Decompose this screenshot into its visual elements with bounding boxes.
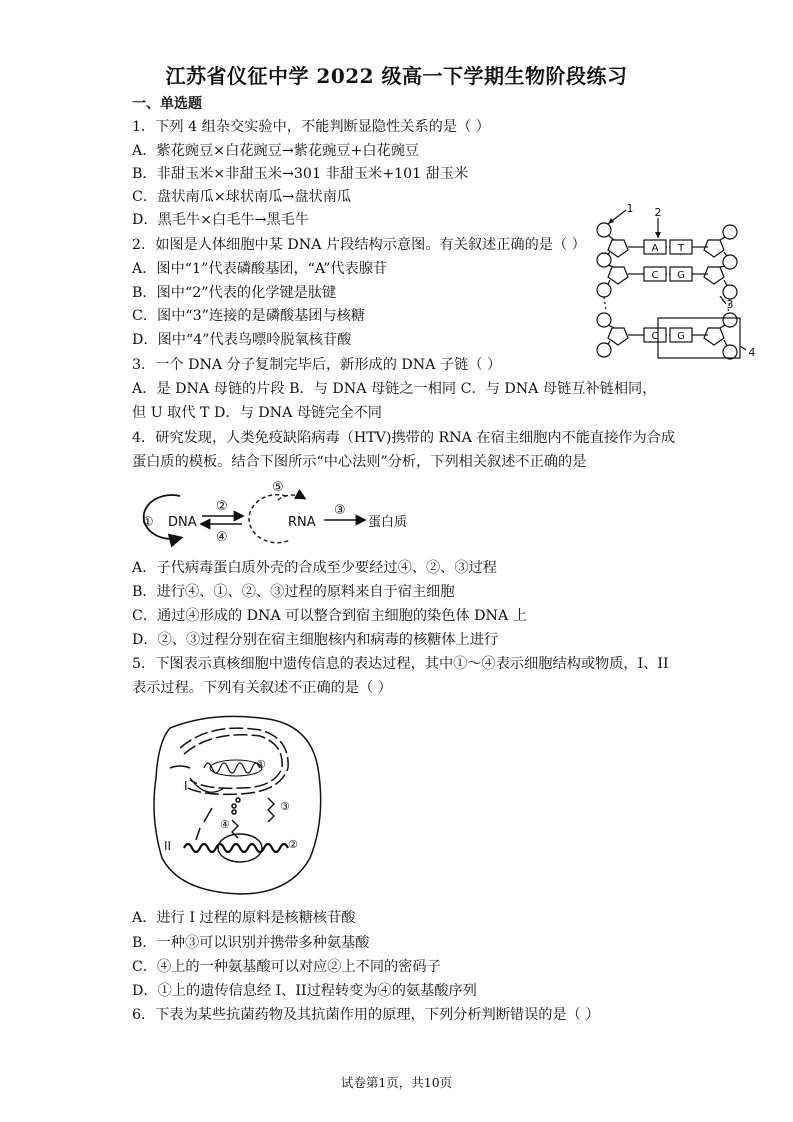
label-4: 4 [748,346,756,359]
q4-option-d: D．②、③过程分别在宿主细胞核内和病毒的核糖体上进行 [132,632,499,648]
q5-option-c: C．④上的一种氨基酸可以对应②上不同的密码子 [132,959,441,975]
base-c-2: C [651,331,659,342]
q2-option-a: A．图中“1”代表磷酸基团，“A”代表腺苷 [132,261,388,277]
q4-stem-line2: 蛋白质的模板。结合下图所示“中心法则”分析，下列相关叙述不正确的是 [132,454,587,470]
structure-3: ③ [280,800,290,813]
process-ii: II [164,839,172,853]
step-1: ① [142,515,154,530]
q1-option-c: C．盘状南瓜×球状南瓜→盘状南瓜 [132,189,352,205]
base-t: T [677,243,685,254]
dna-structure-figure [590,200,760,370]
q5-option-a: A．进行 I 过程的原料是核糖核苷酸 [132,910,356,926]
q3-stem: 3．一个 DNA 分子复制完毕后，新形成的 DNA 子链（ ） [132,357,502,373]
q5-option-d: D．①上的遗传信息经 I、II过程转变为④的氨基酸序列 [132,983,477,999]
structure-4: ④ [220,818,230,831]
q1-option-a: A．紫花豌豆×白花豌豆→紫花豌豆+白花豌豆 [132,143,420,159]
q4-option-c: C．通过④形成的 DNA 可以整合到宿主细胞的染色体 DNA 上 [132,608,527,624]
page-title: 江苏省仪征中学 2022 级高一下学期生物阶段练习 [165,64,628,88]
q5-stem-line1: 5．下图表示真核细胞中遗传信息的表达过程，其中①～④表示细胞结构或物质，I、II [132,656,669,672]
page-footer: 试卷第1页，共10页 [340,1075,453,1090]
step-3: ③ [334,503,346,518]
q3-options-line1: A．是 DNA 母链的片段 B．与 DNA 母链之一相同 C．与 DNA 母链互补链相同， [132,381,657,397]
structure-1: ① [256,758,266,771]
q2-option-d: D．图中“4”代表鸟嘌呤脱氧核苷酸 [132,332,352,348]
base-g-2: G [677,331,685,342]
step-5: ⑤ [272,480,284,495]
gene-expression-figure [150,708,330,898]
q6-stem: 6．下表为某些抗菌药物及其抗菌作用的原理，下列分析判断错误的是（ ） [132,1007,600,1023]
central-dogma-figure [128,476,458,548]
step-4: ④ [216,530,228,545]
q4-option-b: B．进行④、①、②、③过程的原料来自于宿主细胞 [132,584,455,600]
q2-option-b: B．图中“2”代表的化学键是肽键 [132,285,337,301]
q1-option-d: D．黑毛牛×白毛牛→黑毛牛 [132,212,310,228]
q4-option-a: A．子代病毒蛋白质外壳的合成至少要经过④、②、③过程 [132,560,497,576]
step-2: ② [216,499,228,514]
q4-stem-line1: 4．研究发现，人类免疫缺陷病毒（HTV)携带的 RNA 在宿主细胞内不能直接作为合成 [132,430,676,446]
base-g: G [677,270,685,281]
structure-2: ② [288,838,298,851]
dna-label: DNA [168,515,197,530]
q2-stem: 2．如图是人体细胞中某 DNA 片段结构示意图。有关叙述正确的是（ ） [132,237,586,253]
base-c: C [651,270,659,281]
label-2: 2 [654,206,662,219]
label-1: 1 [626,202,634,215]
q5-option-b: B．一种③可以识别并携带多种氨基酸 [132,935,370,951]
q1-stem: 1．下列 4 组杂交实验中，不能判断显隐性关系的是（ ） [132,119,490,135]
q3-options-line2: 但 U 取代 T D．与 DNA 母链完全不同 [132,405,382,421]
q1-option-b: B．非甜玉米×非甜玉米→301 非甜玉米+101 甜玉米 [132,166,469,182]
rna-label: RNA [288,515,316,530]
section-heading: 一、单选题 [132,96,202,112]
q2-option-c: C．图中“3”连接的是磷酸基团与核糖 [132,308,366,324]
protein-label: 蛋白质 [368,515,408,530]
q5-stem-line2: 表示过程。下列有关叙述不正确的是（ ） [132,680,392,696]
label-3: 3 [726,298,734,311]
base-a: A [651,243,659,254]
process-i: I [184,779,188,793]
